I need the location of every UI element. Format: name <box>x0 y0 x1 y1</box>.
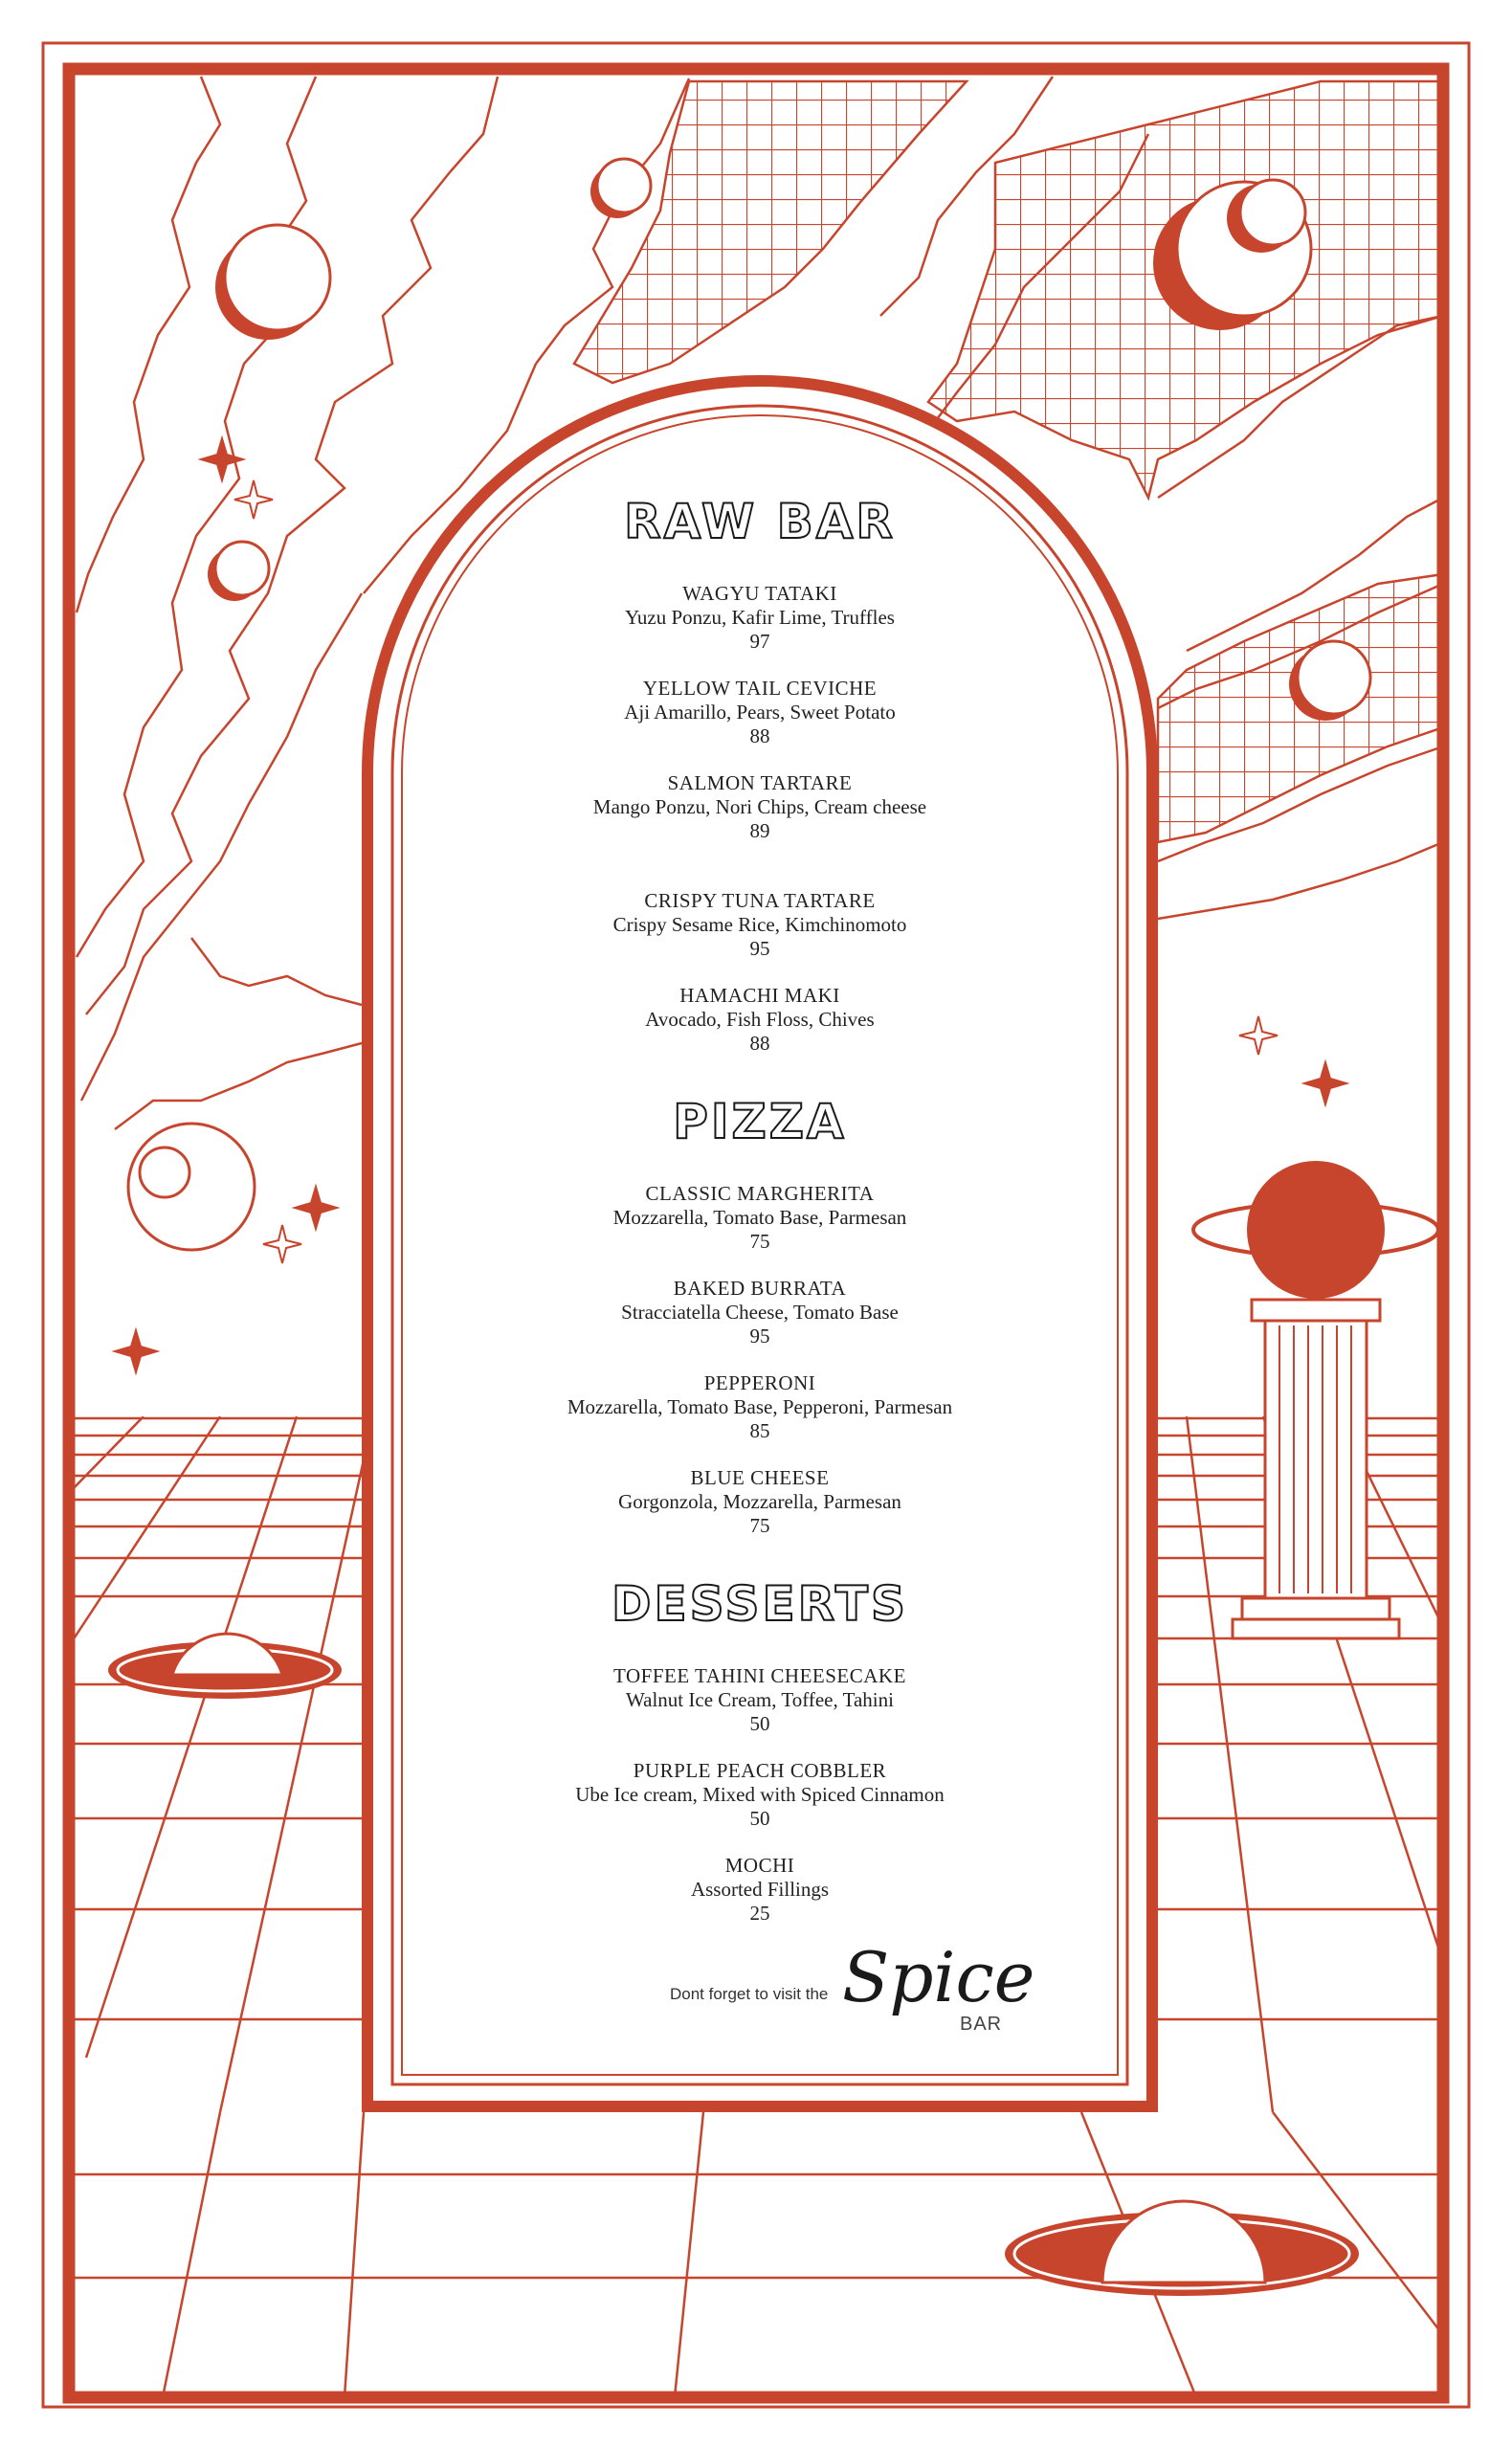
item-name: TOFFEE TAHINI CHEESECAKE <box>613 1664 906 1687</box>
item-name: BAKED BURRATA <box>673 1277 847 1300</box>
item-description: Mango Ponzu, Nori Chips, Cream cheese <box>592 795 927 818</box>
item-name: MOCHI <box>724 1854 795 1877</box>
hole-sphere-left <box>108 1634 342 1699</box>
item-price: 97 <box>749 630 770 653</box>
menu-item <box>362 1664 1158 1736</box>
footer-text: Dont forget to visit the <box>670 1985 829 2003</box>
item-description: Assorted Fillings <box>690 1878 830 1901</box>
logo-script-text: Spice <box>842 1937 1035 2017</box>
item-description: Gorgonzola, Mozzarella, Parmesan <box>618 1490 901 1513</box>
section-desserts <box>362 1576 1158 1926</box>
moon-icon <box>1299 912 1336 986</box>
menu-item <box>362 1277 1158 1348</box>
menu-item <box>362 1759 1158 1831</box>
item-name: HAMACHI MAKI <box>679 984 840 1007</box>
item-name: YELLOW TAIL CEVICHE <box>642 677 878 700</box>
sphere-top-left <box>215 225 330 340</box>
item-name: SALMON TARTARE <box>667 771 853 794</box>
section-title: DESSERTS <box>611 1576 908 1632</box>
item-name: PEPPERONI <box>703 1371 816 1394</box>
item-price: 85 <box>749 1419 770 1442</box>
menu-item <box>362 1371 1158 1443</box>
item-price: 88 <box>749 1032 770 1055</box>
item-price: 89 <box>749 819 770 842</box>
menu-item <box>362 582 1158 654</box>
section-title: RAW BAR <box>624 494 896 549</box>
section-raw-bar <box>362 494 1158 1056</box>
item-price: 75 <box>749 1230 770 1253</box>
column-with-planet <box>1193 1161 1438 1638</box>
sphere-left-small <box>208 542 269 601</box>
item-name: CLASSIC MARGHERITA <box>645 1182 875 1205</box>
menu-item <box>362 677 1158 748</box>
item-description: Ube Ice cream, Mixed with Spiced Cinnamon <box>575 1783 945 1806</box>
menu-item <box>362 771 1158 843</box>
item-description: Walnut Ice Cream, Toffee, Tahini <box>626 1688 894 1711</box>
menu-item <box>362 984 1158 1056</box>
item-name: CRISPY TUNA TARTARE <box>644 889 876 912</box>
item-description: Crispy Sesame Rice, Kimchinomoto <box>612 913 907 936</box>
item-price: 50 <box>749 1807 770 1830</box>
menu-item <box>362 1466 1158 1538</box>
item-description: Mozzarella, Tomato Base, Pepperoni, Parmesan <box>567 1395 953 1418</box>
section-title: PIZZA <box>673 1094 847 1149</box>
item-description: Stracciatella Cheese, Tomato Base <box>621 1301 899 1324</box>
menu-content <box>362 494 1158 1926</box>
sphere-small-top <box>590 159 651 218</box>
logo-sub-text: BAR <box>960 2014 1003 2035</box>
item-price: 95 <box>749 937 770 960</box>
item-price: 88 <box>749 724 770 747</box>
item-price: 50 <box>749 1712 770 1735</box>
item-description: Mozzarella, Tomato Base, Parmesan <box>612 1206 907 1229</box>
item-description: Yuzu Ponzu, Kafir Lime, Truffles <box>625 606 895 629</box>
menu-item <box>362 889 1158 961</box>
menu-item <box>362 1182 1158 1254</box>
item-description: Aji Amarillo, Pears, Sweet Potato <box>624 701 896 724</box>
hole-sphere-right <box>1005 2201 1359 2296</box>
menu-item <box>362 1854 1158 1926</box>
item-price: 95 <box>749 1325 770 1348</box>
item-price: 25 <box>749 1902 770 1925</box>
item-price: 75 <box>749 1514 770 1537</box>
planet-left <box>128 1124 255 1250</box>
footer-promo <box>670 1937 1072 2058</box>
section-pizza <box>362 1094 1158 1538</box>
spice-bar-logo <box>842 1937 1081 2058</box>
item-name: BLUE CHEESE <box>690 1466 830 1489</box>
item-name: PURPLE PEACH COBBLER <box>633 1759 887 1782</box>
item-name: WAGYU TATAKI <box>682 582 837 605</box>
item-description: Avocado, Fish Floss, Chives <box>645 1008 875 1031</box>
